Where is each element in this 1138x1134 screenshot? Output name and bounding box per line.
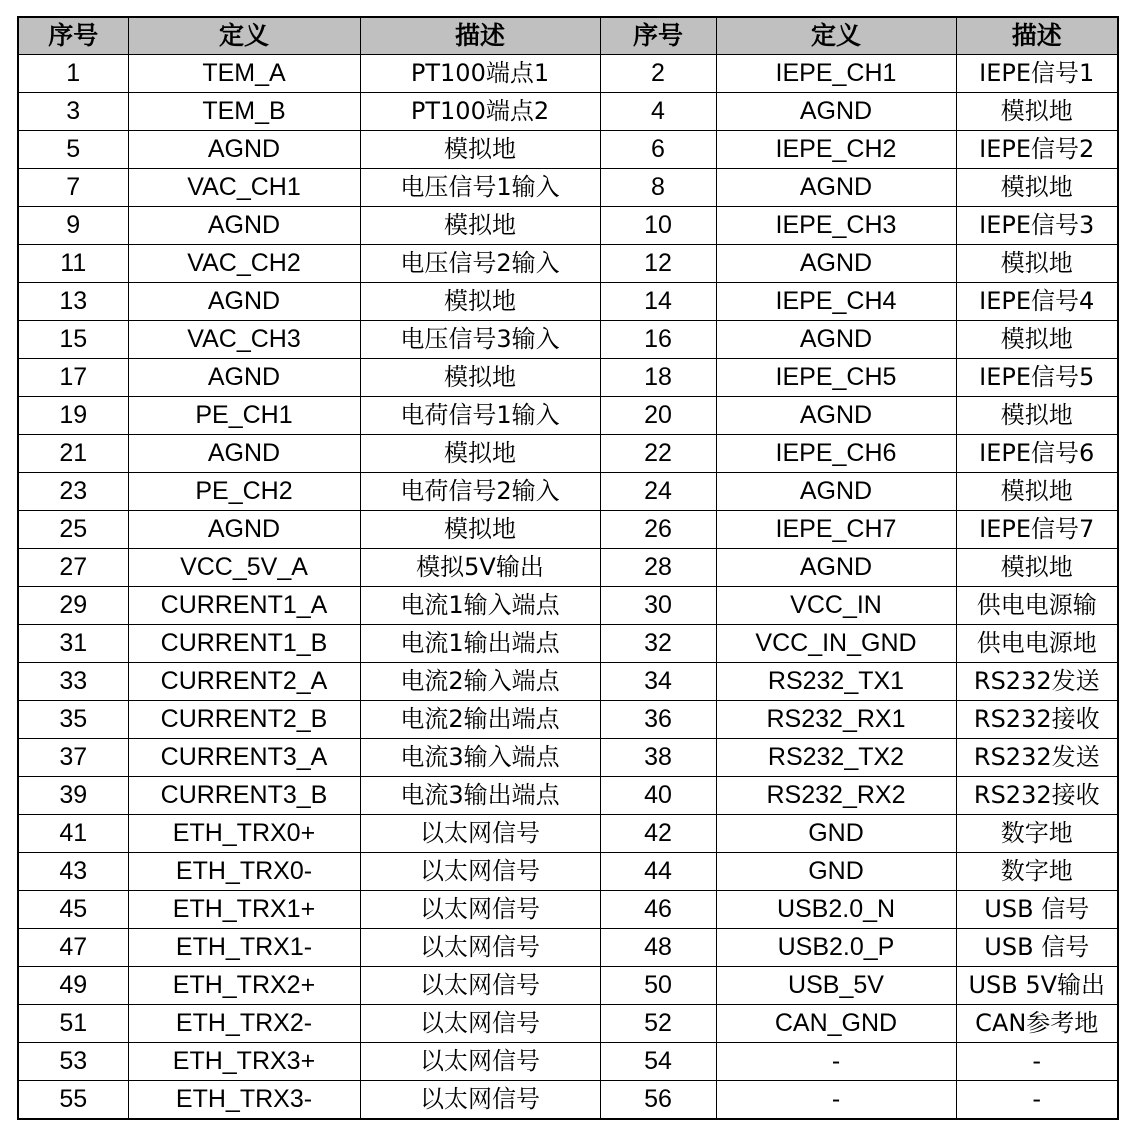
cell-description-right: 模拟地 <box>956 397 1118 435</box>
cell-pin-number-right: 2 <box>600 55 716 93</box>
cell-pin-number-right: 34 <box>600 663 716 701</box>
table-row <box>18 55 1118 93</box>
cell-pin-number-right: 44 <box>600 853 716 891</box>
cell-pin-number-right: 54 <box>600 1043 716 1081</box>
cell-description-right: 数字地 <box>956 815 1118 853</box>
cell-description-right: 模拟地 <box>956 321 1118 359</box>
cell-pin-number-right: 36 <box>600 701 716 739</box>
cell-pin-number-right: 8 <box>600 169 716 207</box>
cell-definition-right: GND <box>716 815 956 853</box>
cell-description-left: 模拟地 <box>360 511 600 549</box>
cell-description-left: 电压信号1输入 <box>360 169 600 207</box>
cell-pin-number-left: 21 <box>18 435 128 473</box>
cell-description-left: 电流2输入端点 <box>360 663 600 701</box>
cell-definition-left: CURRENT2_B <box>128 701 360 739</box>
cell-definition-right: VCC_IN_GND <box>716 625 956 663</box>
cell-definition-left: ETH_TRX1+ <box>128 891 360 929</box>
cell-definition-left: ETH_TRX2- <box>128 1005 360 1043</box>
table-row <box>18 511 1118 549</box>
cell-pin-number-right: 38 <box>600 739 716 777</box>
cell-definition-left: CURRENT2_A <box>128 663 360 701</box>
table-row <box>18 321 1118 359</box>
cell-pin-number-right: 30 <box>600 587 716 625</box>
cell-description-left: 电流3输出端点 <box>360 777 600 815</box>
cell-definition-right: AGND <box>716 549 956 587</box>
cell-description-right: RS232接收 <box>956 777 1118 815</box>
cell-definition-left: VAC_CH1 <box>128 169 360 207</box>
cell-pin-number-right: 50 <box>600 967 716 1005</box>
table-body <box>18 55 1118 1120</box>
cell-definition-right: - <box>716 1081 956 1120</box>
cell-description-left: 以太网信号 <box>360 815 600 853</box>
cell-definition-left: AGND <box>128 511 360 549</box>
cell-pin-number-left: 51 <box>18 1005 128 1043</box>
table-row <box>18 739 1118 777</box>
cell-pin-number-left: 17 <box>18 359 128 397</box>
cell-pin-number-right: 28 <box>600 549 716 587</box>
cell-pin-number-right: 42 <box>600 815 716 853</box>
cell-pin-number-left: 37 <box>18 739 128 777</box>
table-row <box>18 549 1118 587</box>
table-row <box>18 701 1118 739</box>
cell-definition-left: VAC_CH2 <box>128 245 360 283</box>
cell-definition-left: CURRENT1_A <box>128 587 360 625</box>
table-row <box>18 473 1118 511</box>
cell-description-right: 模拟地 <box>956 549 1118 587</box>
cell-pin-number-left: 43 <box>18 853 128 891</box>
table-row <box>18 587 1118 625</box>
cell-pin-number-right: 10 <box>600 207 716 245</box>
cell-definition-right: VCC_IN <box>716 587 956 625</box>
cell-description-left: 电压信号2输入 <box>360 245 600 283</box>
cell-definition-right: USB2.0_N <box>716 891 956 929</box>
table-row <box>18 853 1118 891</box>
cell-pin-number-left: 31 <box>18 625 128 663</box>
cell-pin-number-left: 33 <box>18 663 128 701</box>
cell-definition-right: USB_5V <box>716 967 956 1005</box>
table-row <box>18 777 1118 815</box>
header-pin-number-right: 序号 <box>600 17 716 55</box>
cell-pin-number-left: 29 <box>18 587 128 625</box>
cell-pin-number-right: 14 <box>600 283 716 321</box>
cell-definition-right: IEPE_CH1 <box>716 55 956 93</box>
cell-description-left: 以太网信号 <box>360 1043 600 1081</box>
cell-description-right: 模拟地 <box>956 93 1118 131</box>
cell-definition-right: RS232_TX2 <box>716 739 956 777</box>
cell-pin-number-left: 49 <box>18 967 128 1005</box>
cell-pin-number-right: 48 <box>600 929 716 967</box>
cell-pin-number-right: 4 <box>600 93 716 131</box>
cell-definition-right: GND <box>716 853 956 891</box>
cell-definition-left: TEM_A <box>128 55 360 93</box>
cell-pin-number-right: 6 <box>600 131 716 169</box>
cell-definition-left: ETH_TRX3+ <box>128 1043 360 1081</box>
cell-pin-number-right: 18 <box>600 359 716 397</box>
cell-pin-number-right: 26 <box>600 511 716 549</box>
cell-pin-number-left: 23 <box>18 473 128 511</box>
cell-description-left: 电荷信号1输入 <box>360 397 600 435</box>
cell-definition-right: AGND <box>716 473 956 511</box>
cell-pin-number-left: 5 <box>18 131 128 169</box>
cell-pin-number-left: 53 <box>18 1043 128 1081</box>
cell-definition-right: IEPE_CH3 <box>716 207 956 245</box>
cell-description-right: RS232接收 <box>956 701 1118 739</box>
cell-definition-left: PE_CH2 <box>128 473 360 511</box>
cell-pin-number-left: 7 <box>18 169 128 207</box>
table-row <box>18 891 1118 929</box>
cell-definition-right: AGND <box>716 397 956 435</box>
cell-definition-left: ETH_TRX2+ <box>128 967 360 1005</box>
cell-description-right: USB 5V输出 <box>956 967 1118 1005</box>
table-row <box>18 207 1118 245</box>
cell-description-left: 电流3输入端点 <box>360 739 600 777</box>
cell-pin-number-right: 46 <box>600 891 716 929</box>
cell-pin-number-right: 20 <box>600 397 716 435</box>
cell-pin-number-right: 22 <box>600 435 716 473</box>
cell-pin-number-right: 40 <box>600 777 716 815</box>
cell-description-right: - <box>956 1081 1118 1120</box>
cell-definition-left: VAC_CH3 <box>128 321 360 359</box>
cell-pin-number-left: 19 <box>18 397 128 435</box>
table-row <box>18 93 1118 131</box>
cell-definition-left: AGND <box>128 435 360 473</box>
cell-definition-left: AGND <box>128 207 360 245</box>
table-row <box>18 929 1118 967</box>
cell-description-left: 模拟地 <box>360 283 600 321</box>
cell-definition-left: VCC_5V_A <box>128 549 360 587</box>
cell-definition-right: IEPE_CH6 <box>716 435 956 473</box>
cell-description-right: RS232发送 <box>956 739 1118 777</box>
cell-description-left: 模拟地 <box>360 359 600 397</box>
cell-definition-left: ETH_TRX0- <box>128 853 360 891</box>
cell-description-right: IEPE信号4 <box>956 283 1118 321</box>
cell-description-left: 以太网信号 <box>360 929 600 967</box>
cell-description-left: 模拟地 <box>360 435 600 473</box>
table-row <box>18 359 1118 397</box>
table-row <box>18 625 1118 663</box>
cell-definition-right: AGND <box>716 321 956 359</box>
cell-definition-right: RS232_RX2 <box>716 777 956 815</box>
table-row <box>18 967 1118 1005</box>
cell-definition-right: AGND <box>716 245 956 283</box>
cell-description-left: 模拟地 <box>360 131 600 169</box>
table-row <box>18 1081 1118 1120</box>
cell-definition-left: AGND <box>128 359 360 397</box>
cell-description-left: 电流1输出端点 <box>360 625 600 663</box>
cell-definition-right: IEPE_CH7 <box>716 511 956 549</box>
header-description-right: 描述 <box>956 17 1118 55</box>
cell-pin-number-left: 9 <box>18 207 128 245</box>
table-row <box>18 245 1118 283</box>
cell-description-left: 模拟5V输出 <box>360 549 600 587</box>
cell-pin-number-right: 24 <box>600 473 716 511</box>
cell-description-left: 以太网信号 <box>360 891 600 929</box>
cell-description-left: PT100端点1 <box>360 55 600 93</box>
cell-description-right: 供电电源输 <box>956 587 1118 625</box>
cell-description-left: 以太网信号 <box>360 853 600 891</box>
cell-definition-right: USB2.0_P <box>716 929 956 967</box>
cell-definition-right: AGND <box>716 169 956 207</box>
header-pin-number-left: 序号 <box>18 17 128 55</box>
header-definition-left: 定义 <box>128 17 360 55</box>
cell-definition-right: CAN_GND <box>716 1005 956 1043</box>
cell-description-right: IEPE信号1 <box>956 55 1118 93</box>
cell-definition-left: CURRENT3_B <box>128 777 360 815</box>
cell-definition-left: ETH_TRX0+ <box>128 815 360 853</box>
table-row <box>18 663 1118 701</box>
cell-definition-left: AGND <box>128 131 360 169</box>
cell-description-right: 供电电源地 <box>956 625 1118 663</box>
cell-definition-left: ETH_TRX1- <box>128 929 360 967</box>
cell-description-right: 数字地 <box>956 853 1118 891</box>
cell-description-left: 电流2输出端点 <box>360 701 600 739</box>
cell-definition-right: - <box>716 1043 956 1081</box>
cell-definition-right: IEPE_CH2 <box>716 131 956 169</box>
cell-pin-number-right: 56 <box>600 1081 716 1120</box>
cell-pin-number-left: 39 <box>18 777 128 815</box>
cell-description-right: IEPE信号7 <box>956 511 1118 549</box>
header-description-left: 描述 <box>360 17 600 55</box>
table-row <box>18 397 1118 435</box>
cell-pin-number-left: 1 <box>18 55 128 93</box>
cell-definition-right: RS232_TX1 <box>716 663 956 701</box>
cell-pin-number-left: 35 <box>18 701 128 739</box>
cell-description-right: 模拟地 <box>956 245 1118 283</box>
cell-description-right: 模拟地 <box>956 473 1118 511</box>
cell-pin-number-left: 25 <box>18 511 128 549</box>
cell-pin-number-left: 27 <box>18 549 128 587</box>
cell-definition-left: PE_CH1 <box>128 397 360 435</box>
cell-description-right: USB 信号 <box>956 929 1118 967</box>
cell-description-left: 电压信号3输入 <box>360 321 600 359</box>
cell-definition-right: RS232_RX1 <box>716 701 956 739</box>
cell-definition-left: AGND <box>128 283 360 321</box>
cell-pin-number-left: 55 <box>18 1081 128 1120</box>
cell-definition-right: IEPE_CH4 <box>716 283 956 321</box>
cell-description-right: IEPE信号5 <box>956 359 1118 397</box>
cell-description-left: 电荷信号2输入 <box>360 473 600 511</box>
cell-description-left: 以太网信号 <box>360 1081 600 1120</box>
pin-definition-table <box>17 16 1119 1120</box>
cell-description-left: 模拟地 <box>360 207 600 245</box>
table-row <box>18 435 1118 473</box>
cell-definition-left: CURRENT1_B <box>128 625 360 663</box>
header-row <box>18 17 1118 55</box>
cell-pin-number-left: 47 <box>18 929 128 967</box>
cell-pin-number-right: 52 <box>600 1005 716 1043</box>
cell-pin-number-left: 15 <box>18 321 128 359</box>
cell-description-left: PT100端点2 <box>360 93 600 131</box>
cell-pin-number-right: 12 <box>600 245 716 283</box>
cell-definition-left: ETH_TRX3- <box>128 1081 360 1120</box>
cell-description-right: USB 信号 <box>956 891 1118 929</box>
cell-definition-right: AGND <box>716 93 956 131</box>
cell-description-left: 以太网信号 <box>360 1005 600 1043</box>
cell-pin-number-left: 41 <box>18 815 128 853</box>
cell-pin-number-left: 3 <box>18 93 128 131</box>
cell-definition-left: TEM_B <box>128 93 360 131</box>
table-row <box>18 1043 1118 1081</box>
cell-pin-number-left: 45 <box>18 891 128 929</box>
table-row <box>18 131 1118 169</box>
cell-definition-left: CURRENT3_A <box>128 739 360 777</box>
table-row <box>18 283 1118 321</box>
cell-description-right: 模拟地 <box>956 169 1118 207</box>
header-definition-right: 定义 <box>716 17 956 55</box>
cell-description-right: IEPE信号2 <box>956 131 1118 169</box>
table-row <box>18 815 1118 853</box>
table-row <box>18 1005 1118 1043</box>
cell-pin-number-left: 11 <box>18 245 128 283</box>
cell-pin-number-right: 32 <box>600 625 716 663</box>
cell-description-right: IEPE信号3 <box>956 207 1118 245</box>
cell-description-left: 以太网信号 <box>360 967 600 1005</box>
cell-description-right: - <box>956 1043 1118 1081</box>
cell-definition-right: IEPE_CH5 <box>716 359 956 397</box>
cell-description-right: CAN参考地 <box>956 1005 1118 1043</box>
cell-description-left: 电流1输入端点 <box>360 587 600 625</box>
cell-description-right: IEPE信号6 <box>956 435 1118 473</box>
cell-pin-number-right: 16 <box>600 321 716 359</box>
table-row <box>18 169 1118 207</box>
cell-pin-number-left: 13 <box>18 283 128 321</box>
cell-description-right: RS232发送 <box>956 663 1118 701</box>
